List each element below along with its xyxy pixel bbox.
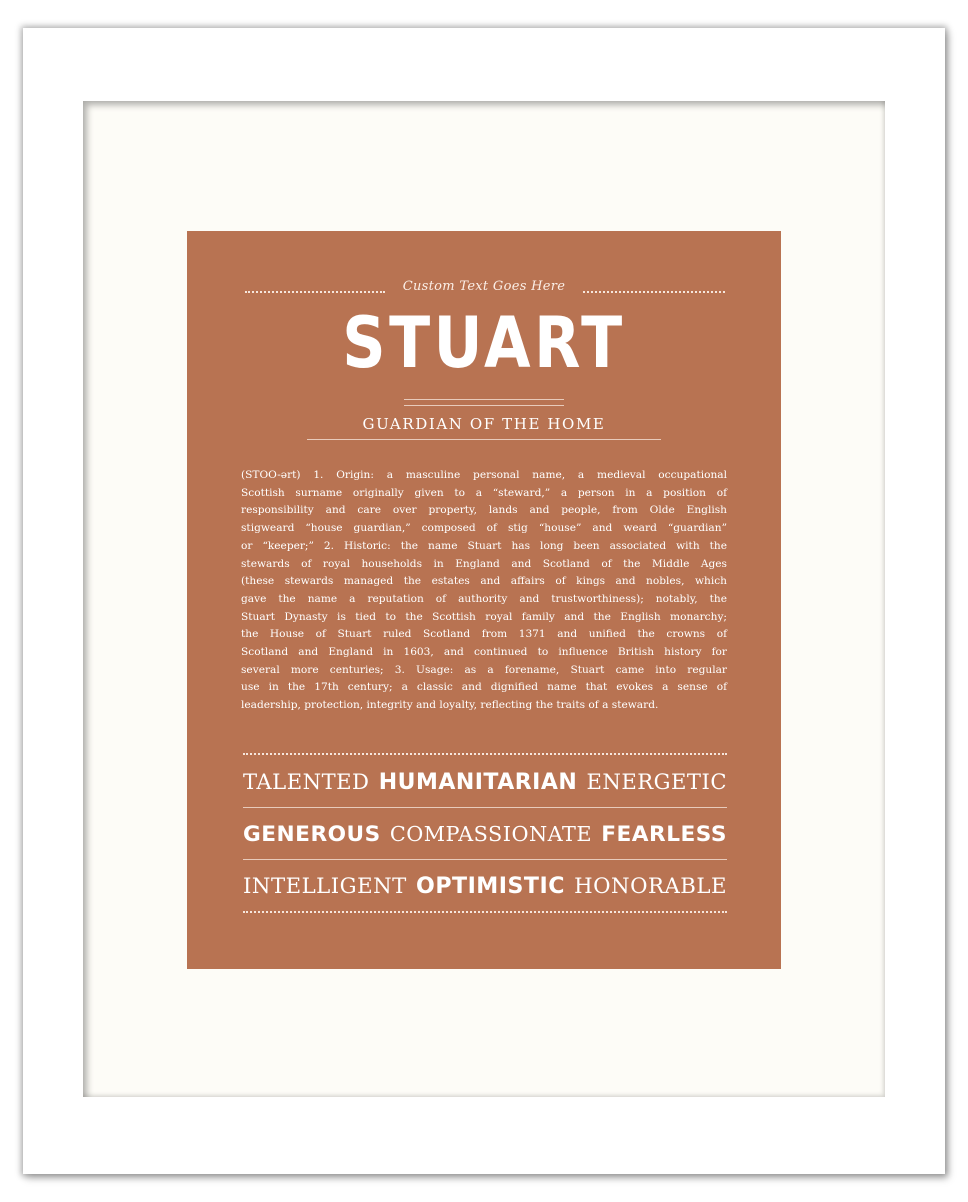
definition-line: (STOO-ərt) 1. Origin: a masculine personal name, a medieval occupational [241,469,727,481]
definition-line: the House of Stuart ruled Scotland from 1371 and unified the crowns of [241,628,727,641]
definition-line: Stuart Dynasty is tied to the Scottish royal family and the English monarchy; [241,610,727,623]
name-meaning: GUARDIAN OF THE HOME [362,415,606,433]
definition-line: responsibility and care over property, lands and people, from Olde English [241,504,727,517]
trait-row-2 [243,814,727,854]
name-title: STUART [342,302,626,384]
trait-word: COMPASSIONATE [389,822,593,846]
trait-word: TALENTED [243,769,370,794]
name-underline-upper [404,399,564,400]
trait-word: INTELLIGENT [243,874,407,899]
trait-word: ENERGETIC [586,769,727,794]
trait-word: HONORABLE [574,874,727,899]
custom-text: Custom Text Goes Here [402,279,566,294]
trait-divider-1 [243,807,727,808]
meaning-underline [307,439,661,440]
definition-line: use in the 17th century; a classic and dignified name that evokes a sense of [241,681,727,694]
trait-word: HUMANITARIAN [378,770,578,795]
trait-row-1 [243,762,727,802]
trait-word: GENEROUS [243,822,381,847]
definition-line: several more centuries; 3. Usage: as a forename, Stuart came into regular [241,663,727,676]
definition-line: leadership, protection, integrity and loyalty, reflecting the traits of a steward. [241,699,659,712]
definition-line: or “keeper;” 2. Historic: the name Stuart has long been associated with the [241,539,727,552]
traits-bottom-dotted-rule [243,911,727,913]
trait-divider-2 [243,859,727,860]
name-print [187,231,781,969]
trait-row-3 [243,866,727,906]
definition-text [241,467,727,715]
name-underline-lower [404,405,564,406]
definition-line: (these stewards managed the estates and affairs of kings and nobles, which [241,575,727,588]
definition-line: Scottish surname originally given to a “steward,” a person in a position of [241,486,727,499]
definition-line: Scotland and England in 1603, and continued to influence British history for [241,646,727,659]
trait-word: FEARLESS [601,822,727,847]
trait-word: OPTIMISTIC [416,873,565,899]
traits-top-dotted-rule [243,753,727,755]
definition-line: stigweard “house guardian,” composed of stig “house” and weard “guardian” [241,522,727,535]
definition-line: gave the name a reputation of authority and trustworthiness); notably, the [241,592,727,605]
definition-line: stewards of royal households in England and Scotland of the Middle Ages [241,557,727,570]
